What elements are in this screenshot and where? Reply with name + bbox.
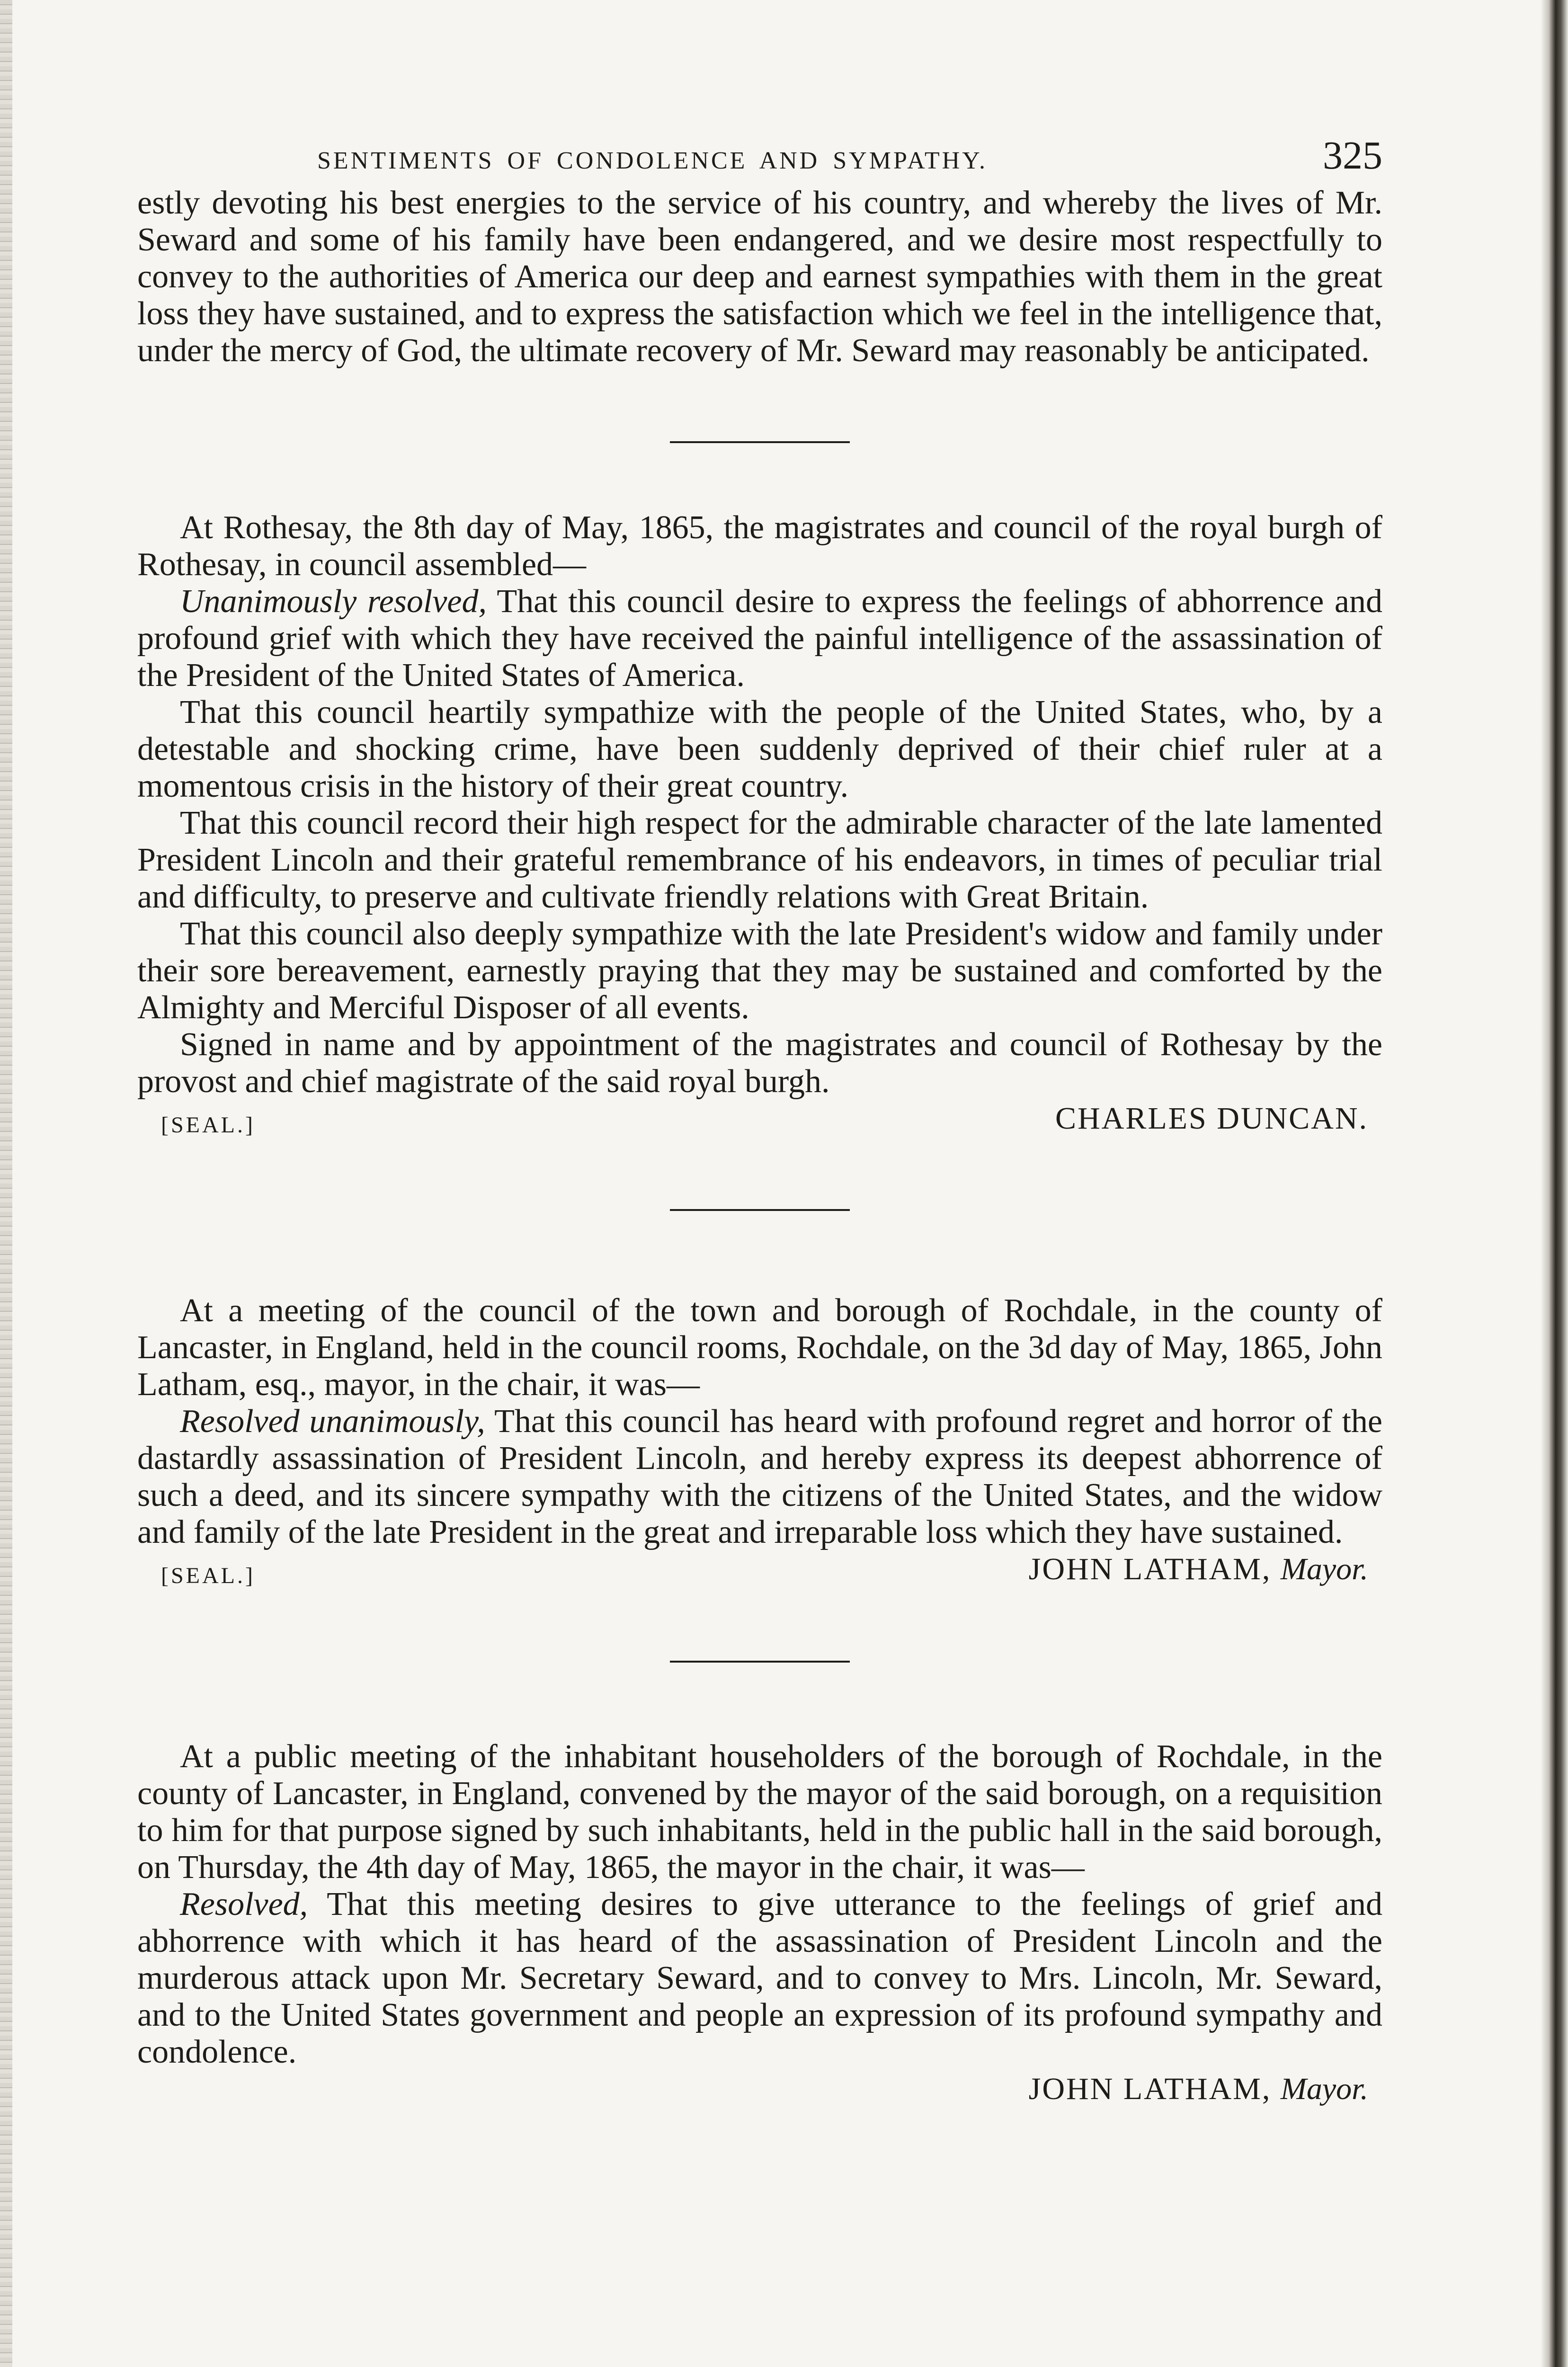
resolved-label: Resolved, [180,1886,308,1922]
rothesay-intro: At Rothesay, the 8th day of May, 1865, the magistrates and council of the royal burgh of Rothesay, in council assembled— [137,509,1382,583]
section-divider [670,1209,850,1211]
resolution-text: That this council has heard with profound regret and horror of the dastardly assassination of President Lincoln, and hereby express its deepest abhorrence of such a deed, and its sincere sympathy with the citizens of the United States, and the widow and family of the late President in the great and irreparable loss which they have sustained. [137,1403,1382,1550]
signer-name: CHARLES DUNCAN. [1055,1101,1368,1136]
rothesay-signing-note: Signed in name and by appointment of the magistrates and council of Rothesay by the provost and chief magistrate of the said royal burgh. [137,1026,1382,1100]
signer-name: JOHN LATHAM, [1028,2072,1281,2106]
document-page [137,133,1382,2109]
continuation-paragraph: estly devoting his best energies to the service of his country, and whereby the lives of Mr. Seward and some of his family have been endangered, and we desire most respectfully to convey to the authorities of America our deep and earnest sympathies with them in the great loss they have sustained, and to express the satisfaction which we feel in the intelligence that, under the mercy of God, the ultimate recovery of Mr. Seward may reasonably be anticipated. [137,185,1382,369]
resolution-text: That this council desire to express the feelings of abhorrence and profound grief with which they have received the painful intelligence of the assassination of the President of the United States of America. [137,583,1382,694]
scan-left-edge [0,0,12,2367]
signer-title: Mayor. [1280,1552,1368,1586]
running-title: SENTIMENTS OF CONDOLENCE AND SYMPATHY. [317,147,988,174]
rochdale-public-resolution [137,1738,1382,2109]
rochdale-public-intro: At a public meeting of the inhabitant householders of the borough of Rochdale, in the county of Lancaster, in England, convened by the mayor of the said borough, on a requisition to him for that purpose signed by such inhabitants, held in the public hall in the said borough, on Thursday, the 4th day of May, 1865, the mayor in the chair, it was— [137,1738,1382,1886]
running-header [137,133,1382,185]
page-number: 325 [1323,133,1382,178]
resolved-label: Resolved unanimously, [180,1403,485,1440]
signer [1029,2071,1368,2108]
section-divider [670,1661,850,1663]
rothesay-signature-row [137,1100,1382,1139]
rochdale-public-signature-row [137,2071,1382,2109]
resolution-text: That this meeting desires to give utterance to the feelings of grief and abhorrence with which it has heard of the assassination of President Lincoln and the murderous attack upon Mr. Secretary Seward, and to convey to Mrs. Lincoln, Mr. Seward, and to the United States government and people an expression of its profound sympathy and condolence. [137,1886,1382,2070]
rothesay-resolution-1 [137,583,1382,694]
rochdale-council-resolution-text [137,1403,1382,1551]
rochdale-public-resolution-text [137,1886,1382,2071]
rothesay-resolution-2: That this council heartily sympathize with the people of the United States, who, by a detestable and shocking crime, have been suddenly deprived of their chief ruler at a momentous crisis in the history of their great country. [137,694,1382,804]
seal-mark: [SEAL.] [161,1112,255,1138]
section-divider [670,441,850,443]
rothesay-resolution-4: That this council also deeply sympathize with the late President's widow and family under their sore bereavement, earnestly praying that they may be sustained and comforted by the Almighty and Merciful Disposer of all events. [137,916,1382,1026]
rochdale-council-intro: At a meeting of the council of the town and borough of Rochdale, in the county of Lancaster, in England, held in the council rooms, Rochdale, on the 3d day of May, 1865, John Latham, esq., mayor, in the chair, it was— [137,1292,1382,1403]
rothesay-resolution [137,509,1382,1139]
scan-right-edge [1541,0,1568,2367]
signer-name: JOHN LATHAM, [1028,1552,1281,1586]
resolved-label: Unanimously resolved, [180,583,487,620]
rochdale-council-signature-row [137,1551,1382,1590]
rochdale-council-resolution [137,1292,1382,1590]
seal-mark: [SEAL.] [161,1563,255,1588]
signer-title: Mayor. [1280,2072,1368,2106]
signer [1029,1551,1368,1588]
rothesay-resolution-3: That this council record their high respect for the admirable character of the late lamented President Lincoln and their grateful remembrance of his endeavors, in times of peculiar trial and difficulty, to preserve and cultivate friendly relations with Great Britain. [137,805,1382,915]
